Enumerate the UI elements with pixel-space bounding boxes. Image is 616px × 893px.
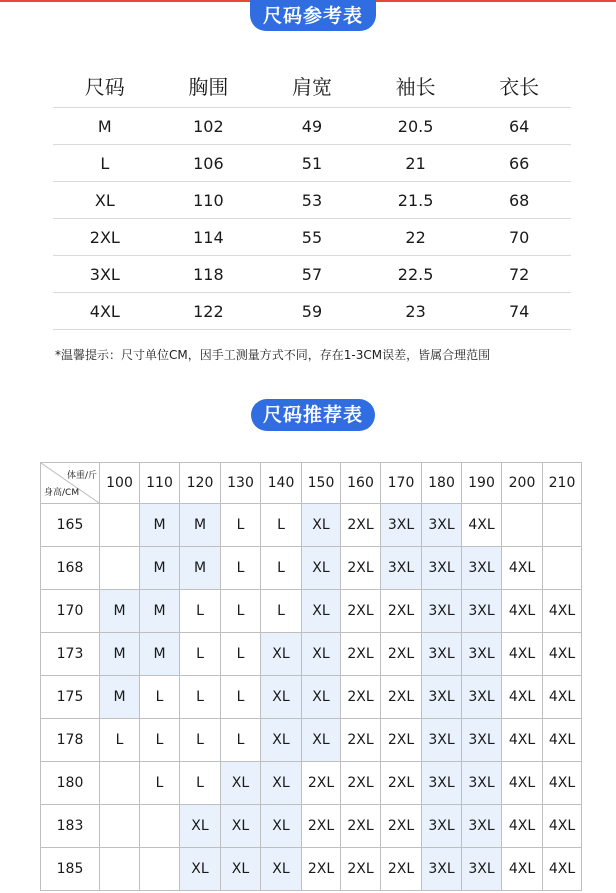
recommend-cell: 2XL [341,848,381,891]
recommend-cell: L [180,762,221,805]
recommend-cell: 3XL [422,676,462,719]
size-table-row [53,256,571,293]
recommend-cell: 3XL [462,633,502,676]
recommend-row [41,762,582,805]
header-chest: 胸围 [188,74,229,99]
size-chart-title: 尺码参考表 [250,0,376,31]
weight-header: 150 [302,463,341,504]
recommend-cell: 2XL [302,805,341,848]
size-table-cell: 20.5 [364,108,468,145]
recommend-cell: XL [221,848,261,891]
weight-header: 110 [140,463,180,504]
weight-header: 170 [381,463,422,504]
recommend-cell [100,762,140,805]
size-table-cell: 122 [157,293,261,330]
recommend-cell: M [180,504,221,547]
size-table-row [53,108,571,145]
recommend-cell: 4XL [543,633,582,676]
size-table-cell: 49 [260,108,364,145]
size-table-row [53,182,571,219]
recommend-cell: L [180,590,221,633]
recommend-cell: L [140,719,180,762]
recommend-cell: 2XL [341,547,381,590]
recommend-cell: XL [302,504,341,547]
recommend-cell [100,547,140,590]
weight-header: 130 [221,463,261,504]
recommend-table-body [41,504,582,891]
height-header: 173 [41,633,100,676]
recommend-row [41,633,582,676]
recommend-cell: 2XL [302,848,341,891]
header-length: 衣长 [499,74,540,99]
recommend-cell: 3XL [422,719,462,762]
size-table-cell: 2XL [53,219,157,256]
recommend-cell: XL [261,805,302,848]
size-table-cell: 59 [260,293,364,330]
size-table-cell: 23 [364,293,468,330]
recommend-cell: 3XL [422,762,462,805]
recommend-cell: 3XL [422,547,462,590]
size-table-row [53,145,571,182]
recommend-cell: L [100,719,140,762]
size-table-cell: 57 [260,256,364,293]
recommend-cell: XL [302,676,341,719]
recommend-cell: 2XL [381,848,422,891]
recommend-cell: M [100,590,140,633]
recommend-cell: 4XL [502,676,543,719]
recommend-cell: 2XL [341,633,381,676]
recommend-cell: 2XL [302,762,341,805]
recommend-cell: 3XL [462,676,502,719]
recommend-cell: 4XL [543,719,582,762]
size-table-row [53,219,571,256]
size-table-cell: 66 [467,145,571,182]
recommend-cell: 2XL [381,676,422,719]
recommend-cell: XL [261,676,302,719]
recommend-cell: 4XL [502,633,543,676]
recommend-cell: 2XL [341,719,381,762]
recommend-cell: 2XL [381,590,422,633]
recommend-cell: XL [180,805,221,848]
size-table-cell: 64 [467,108,571,145]
recommend-cell: 3XL [462,848,502,891]
recommend-row [41,590,582,633]
recommend-cell [100,805,140,848]
recommend-cell: 4XL [543,676,582,719]
size-table-cell: XL [53,182,157,219]
recommend-cell: M [140,633,180,676]
height-header: 185 [41,848,100,891]
recommend-cell: 2XL [381,719,422,762]
recommend-cell: XL [180,848,221,891]
recommend-cell: XL [261,848,302,891]
recommend-cell [502,504,543,547]
recommend-cell: XL [261,762,302,805]
size-table-cell: L [53,145,157,182]
recommend-cell: 4XL [502,805,543,848]
corner-weight-label: 体重/斤 [66,471,97,481]
size-table-cell: 51 [260,145,364,182]
size-table-cell: 72 [467,256,571,293]
size-table-row [53,293,571,330]
recommend-cell: 3XL [462,805,502,848]
recommend-cell [100,504,140,547]
recommend-cell: XL [302,590,341,633]
recommend-row [41,719,582,762]
height-header: 183 [41,805,100,848]
size-table-cell: 22 [364,219,468,256]
recommend-cell: 4XL [502,590,543,633]
recommend-cell: L [180,676,221,719]
size-table-cell: 4XL [53,293,157,330]
recommend-cell [140,848,180,891]
weight-header: 180 [422,463,462,504]
recommend-cell: XL [302,633,341,676]
recommend-cell: 3XL [422,848,462,891]
recommend-cell: L [221,590,261,633]
recommend-cell: 4XL [502,719,543,762]
recommend-cell: 2XL [381,805,422,848]
weight-header: 160 [341,463,381,504]
recommend-cell: 4XL [543,590,582,633]
recommend-cell: 3XL [422,805,462,848]
recommend-cell: 4XL [502,848,543,891]
recommend-cell: 3XL [462,762,502,805]
recommend-cell: XL [302,547,341,590]
height-header: 178 [41,719,100,762]
recommend-cell: XL [261,633,302,676]
recommend-cell: L [221,547,261,590]
recommend-cell: L [261,504,302,547]
size-table-cell: 70 [467,219,571,256]
weight-header: 140 [261,463,302,504]
recommend-cell [140,805,180,848]
recommend-header-row [41,463,582,504]
height-header: 180 [41,762,100,805]
size-table-cell: 68 [467,182,571,219]
size-reference-table [53,63,571,330]
recommend-row [41,676,582,719]
height-header: 165 [41,504,100,547]
recommend-cell: 4XL [543,805,582,848]
recommend-cell: M [100,676,140,719]
size-table-cell: 102 [157,108,261,145]
recommend-cell: 4XL [543,762,582,805]
recommend-cell [543,547,582,590]
recommend-cell: M [100,633,140,676]
recommend-cell: M [140,504,180,547]
recommend-cell [543,504,582,547]
recommend-cell: L [180,633,221,676]
recommend-cell: 3XL [462,547,502,590]
recommend-cell: 3XL [422,504,462,547]
recommend-cell: 2XL [341,590,381,633]
weight-header: 210 [543,463,582,504]
size-table-cell: 118 [157,256,261,293]
recommend-cell: 3XL [422,633,462,676]
recommend-row [41,848,582,891]
size-table-cell: 110 [157,182,261,219]
recommend-cell: 4XL [502,547,543,590]
measurement-note: *温馨提示：尺寸单位CM，因手工测量方式不同，存在1-3CM误差，皆属合理范围 [55,348,491,362]
recommend-cell: L [221,633,261,676]
recommend-cell: XL [302,719,341,762]
recommend-cell: M [180,547,221,590]
size-table-cell: 21 [364,145,468,182]
corner-cell [41,463,100,504]
recommend-cell: XL [261,719,302,762]
recommend-cell [100,848,140,891]
header-sleeve: 袖长 [395,74,436,99]
recommend-cell: 3XL [422,590,462,633]
recommend-cell: 4XL [502,762,543,805]
recommend-cell: 3XL [381,504,422,547]
size-table-cell: 22.5 [364,256,468,293]
size-table-cell: M [53,108,157,145]
recommend-cell: L [221,504,261,547]
size-table-header-row [53,63,571,108]
recommend-cell: 3XL [381,547,422,590]
size-table-cell: 74 [467,293,571,330]
weight-header: 200 [502,463,543,504]
height-header: 168 [41,547,100,590]
weight-header: 120 [180,463,221,504]
recommend-cell: 2XL [341,676,381,719]
recommend-cell: 4XL [462,504,502,547]
weight-header: 100 [100,463,140,504]
size-recommend-table [40,462,582,891]
recommend-cell: XL [221,805,261,848]
recommend-cell: L [221,676,261,719]
recommend-row [41,504,582,547]
size-table-cell: 106 [157,145,261,182]
recommend-cell: 2XL [381,633,422,676]
recommend-cell: L [140,762,180,805]
recommend-cell: 4XL [543,848,582,891]
size-table-cell: 114 [157,219,261,256]
weight-header: 190 [462,463,502,504]
recommend-cell: M [140,590,180,633]
recommend-cell: 2XL [341,762,381,805]
recommend-chart-title: 尺码推荐表 [251,399,375,431]
recommend-row [41,547,582,590]
recommend-cell: 3XL [462,719,502,762]
corner-height-label: 身高/CM [44,488,80,498]
header-shoulder: 肩宽 [291,74,332,99]
recommend-row [41,805,582,848]
recommend-cell: XL [221,762,261,805]
size-table-cell: 21.5 [364,182,468,219]
recommend-cell: 2XL [381,762,422,805]
recommend-cell: 3XL [462,590,502,633]
recommend-cell: L [261,547,302,590]
size-table-cell: 53 [260,182,364,219]
recommend-cell: L [261,590,302,633]
size-table-cell: 3XL [53,256,157,293]
recommend-cell: L [180,719,221,762]
size-table-body [53,108,571,330]
size-table-cell: 55 [260,219,364,256]
recommend-cell: L [221,719,261,762]
recommend-cell: M [140,547,180,590]
recommend-cell: L [140,676,180,719]
header-size: 尺码 [84,74,125,99]
recommend-cell: 2XL [341,504,381,547]
height-header: 175 [41,676,100,719]
recommend-cell: 2XL [341,805,381,848]
height-header: 170 [41,590,100,633]
